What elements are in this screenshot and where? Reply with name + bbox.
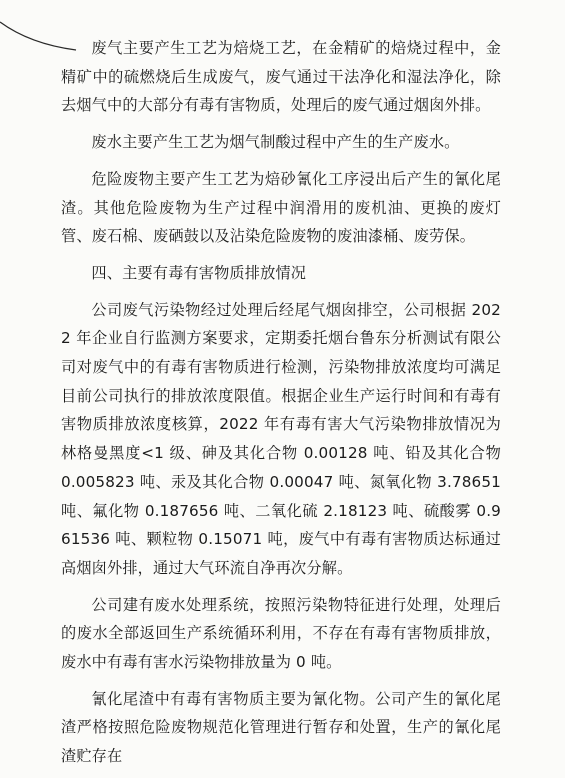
paragraph-wastewater: 废水主要产生工艺为烟气制酸过程中产生的生产废水。 <box>91 133 460 152</box>
paragraph-air-emissions: 公司废气污染物经过处理后经尾气烟囱排空，公司根据 2022 年企业自行监测方案要求，定期委托烟台鲁东分析测试有限公司对废气中的有毒有害物质进行检测，污染物排放浓度均可满足目前公司执行的排放浓度限值。根据企业生产运行时间和有毒有害物质排放浓度核算，2022 年有毒有害大气污染物排放情况为林格曼黑度<1 级、砷及其化合物 0.00128 吨、铅及其化合物 0.005823 吨、汞及其化合物 0.00047 吨、氮氧化物 3.78651 吨、氟化物 0.187656 吨、二氧化硫 2.18123 吨、硫酸雾 0.961536 吨、颗粒物 0.15071 吨，废气中有毒有害物质达标通过高烟囱外排，通过大气环流自净再次分解。 <box>61 300 501 577</box>
paragraph-water-treatment: 公司建有废水处理系统，按照污染物特征进行处理，处理后的废水全部返回生产系统循环利用，不存在有毒有害物质排放，废水中有毒有害水污染物排放量为 0 吨。 <box>61 595 501 672</box>
paragraph-hazardous-waste: 危险废物主要产生工艺为焙砂氰化工序浸出后产生的氰化尾渣。其他危险废物为生产过程中润滑用的废机油、更换的废灯管、废石棉、废硒鼓以及沾染危险废物的废油漆桶、废劳保。 <box>61 169 501 246</box>
paragraph-cyanide-tailings: 氰化尾渣中有毒有害物质主要为氰化物。公司产生的氰化尾渣严格按照危险废物规范化管理进行暂存和处置，生产的氰化尾渣贮存在 <box>61 689 501 766</box>
section-heading: 四、主要有毒有害物质排放情况 <box>91 263 307 282</box>
document-body <box>61 34 501 771</box>
paragraph-exhaust-gas: 废气主要产生工艺为焙烧工艺，在金精矿的焙烧过程中，金精矿中的硫燃烧后生成废气，废气通过干法净化和湿法净化，除去烟气中的大部分有毒有害物质，处理后的废气通过烟囱外排。 <box>61 39 501 115</box>
